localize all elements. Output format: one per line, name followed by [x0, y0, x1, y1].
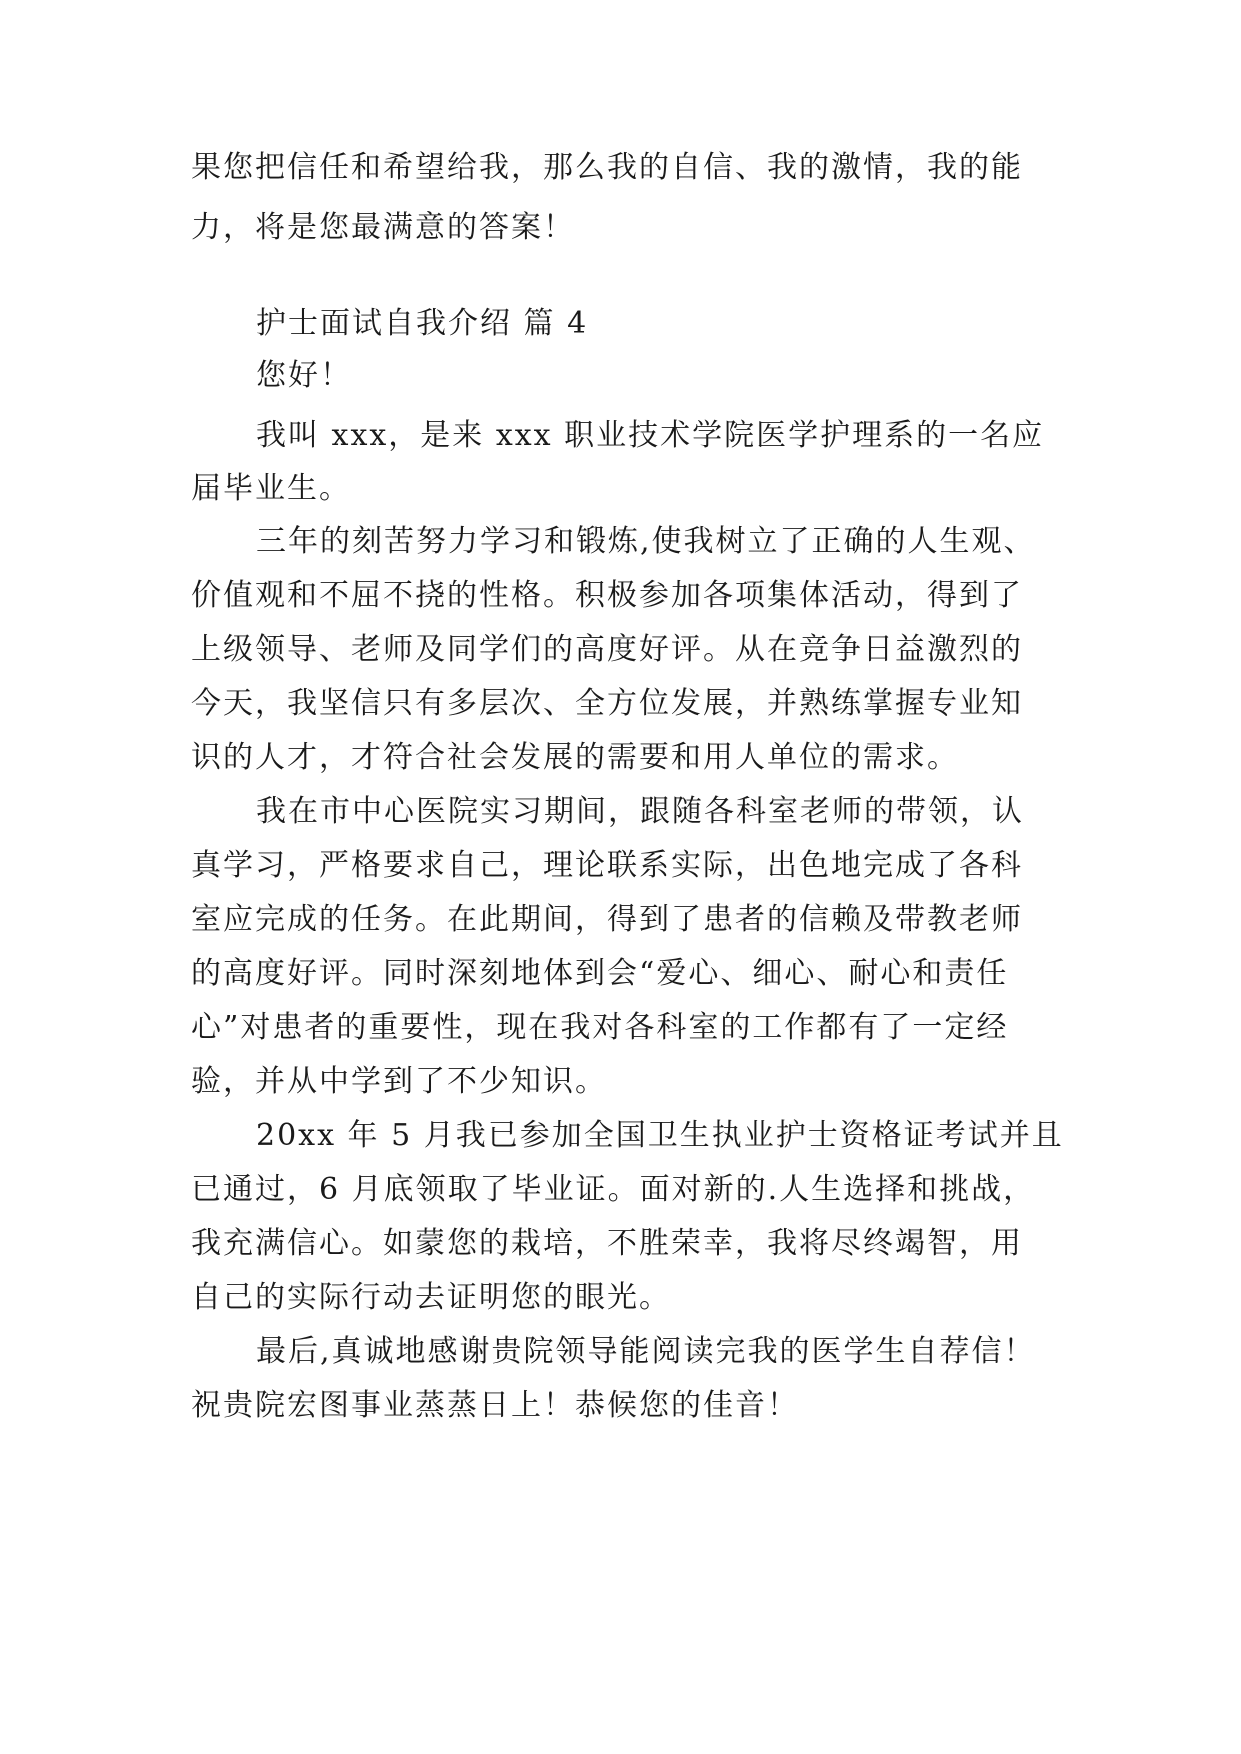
paragraph-line: 果您把信任和希望给我，那么我的自信、我的激情，我的能 [191, 150, 1023, 185]
paragraph-line: 验，并从中学到了不少知识。 [191, 1064, 607, 1099]
paragraph-line: 最后,真诚地感谢贵院领导能阅读完我的医学生自荐信！ [256, 1334, 1036, 1369]
paragraph-line: 我在市中心医院实习期间，跟随各科室老师的带领，认 [256, 794, 1024, 829]
paragraph-line: 上级领导、老师及同学们的高度好评。从在竞争日益激烈的 [191, 632, 1023, 667]
paragraph-line: 识的人才，才符合社会发展的需要和用人单位的需求。 [191, 740, 959, 775]
paragraph-line: 我叫 xxx，是来 xxx 职业技术学院医学护理系的一名应 [256, 418, 1045, 453]
paragraph-line: 室应完成的任务。在此期间，得到了患者的信赖及带教老师 [191, 902, 1023, 937]
paragraph-line: 心”对患者的重要性，现在我对各科室的工作都有了一定经 [191, 1010, 1009, 1045]
paragraph-line: 祝贵院宏图事业蒸蒸日上！恭候您的佳音！ [191, 1388, 799, 1423]
paragraph-line: 今天，我坚信只有多层次、全方位发展，并熟练掌握专业知 [191, 686, 1023, 721]
section-heading: 护士面试自我介绍 篇 4 [256, 306, 589, 341]
paragraph-line: 已通过，6 月底领取了毕业证。面对新的.人生选择和挑战， [191, 1172, 1036, 1207]
paragraph-line: 自己的实际行动去证明您的眼光。 [191, 1280, 671, 1315]
paragraph-line: 20xx 年 5 月我已参加全国卫生执业护士资格证考试并且 [256, 1118, 1064, 1153]
paragraph-line: 我充满信心。如蒙您的栽培，不胜荣幸，我将尽终竭智，用 [191, 1226, 1023, 1261]
paragraph-line: 力，将是您最满意的答案！ [191, 210, 575, 245]
paragraph-line: 的高度好评。同时深刻地体到会“爱心、细心、耐心和责任 [191, 956, 1009, 991]
paragraph-line: 届毕业生。 [191, 471, 351, 506]
paragraph-line: 价值观和不屈不挠的性格。积极参加各项集体活动，得到了 [191, 578, 1023, 613]
greeting-line: 您好！ [256, 358, 352, 393]
paragraph-line: 三年的刻苦努力学习和锻炼,使我树立了正确的人生观、 [256, 524, 1036, 559]
paragraph-line: 真学习，严格要求自己，理论联系实际，出色地完成了各科 [191, 848, 1023, 883]
